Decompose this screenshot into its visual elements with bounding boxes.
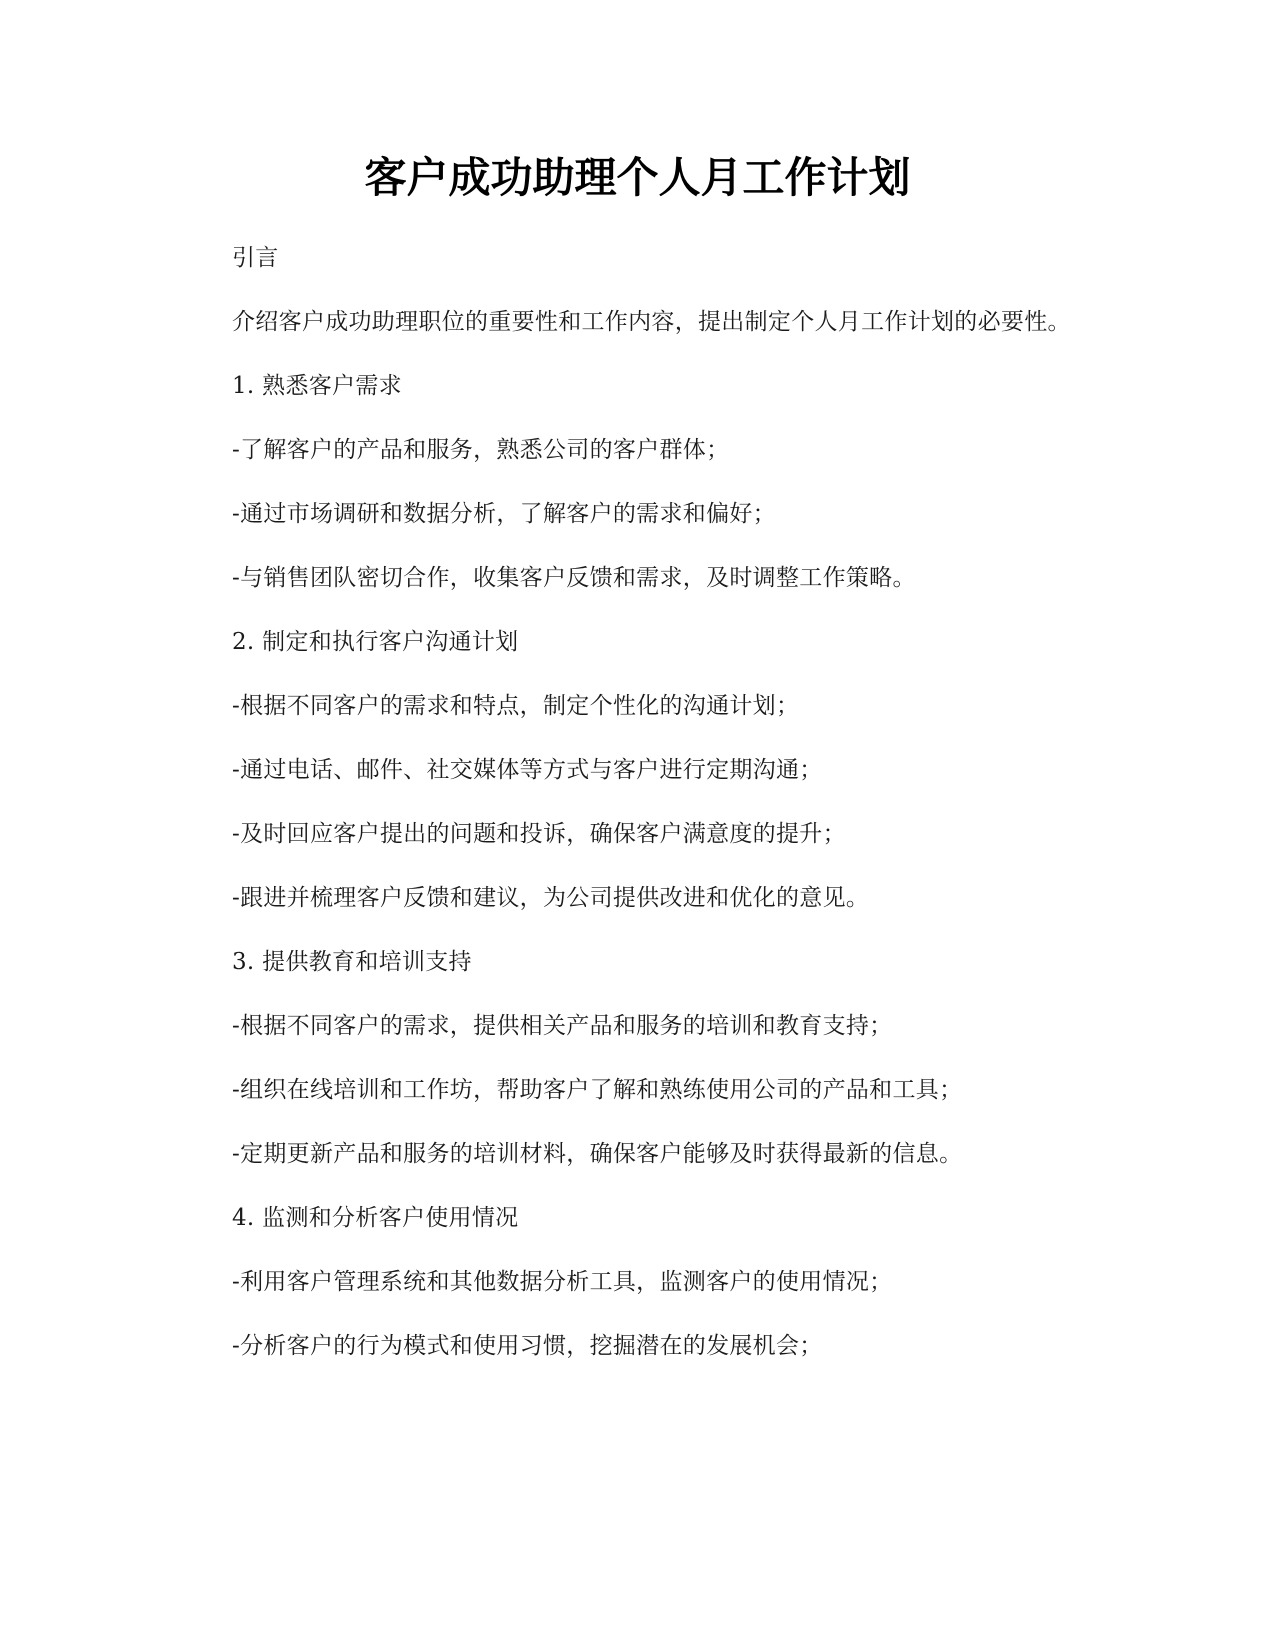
list-item: -分析客户的行为模式和使用习惯，挖掘潜在的发展机会；: [232, 1333, 823, 1359]
section-heading-2: 2. 制定和执行客户沟通计划: [232, 629, 519, 655]
list-item: -根据不同客户的需求，提供相关产品和服务的培训和教育支持；: [232, 1013, 893, 1039]
list-item: -及时回应客户提出的问题和投诉，确保客户满意度的提升；: [232, 821, 846, 847]
list-item: -组织在线培训和工作坊，帮助客户了解和熟练使用公司的产品和工具；: [232, 1077, 963, 1103]
paragraph-intro-heading: 引言: [232, 245, 279, 271]
list-item: -定期更新产品和服务的培训材料，确保客户能够及时获得最新的信息。: [232, 1141, 963, 1167]
paragraph-intro-text: 介绍客户成功助理职位的重要性和工作内容，提出制定个人月工作计划的必要性。: [232, 309, 1071, 335]
list-item: -根据不同客户的需求和特点，制定个性化的沟通计划；: [232, 693, 800, 719]
section-heading-1: 1. 熟悉客户需求: [232, 373, 402, 399]
list-item: -跟进并梳理客户反馈和建议，为公司提供改进和优化的意见。: [232, 885, 870, 911]
section-heading-4: 4. 监测和分析客户使用情况: [232, 1205, 519, 1231]
list-item: -通过市场调研和数据分析，了解客户的需求和偏好；: [232, 501, 776, 527]
list-item: -通过电话、邮件、社交媒体等方式与客户进行定期沟通；: [232, 757, 823, 783]
list-item: -了解客户的产品和服务，熟悉公司的客户群体；: [232, 437, 730, 463]
section-heading-3: 3. 提供教育和培训支持: [232, 949, 472, 975]
document-title: 客户成功助理个人月工作计划: [364, 153, 911, 202]
document-body: [188, 238, 1088, 1390]
list-item: -利用客户管理系统和其他数据分析工具，监测客户的使用情况；: [232, 1269, 893, 1295]
list-item: -与销售团队密切合作，收集客户反馈和需求，及时调整工作策略。: [232, 565, 916, 591]
